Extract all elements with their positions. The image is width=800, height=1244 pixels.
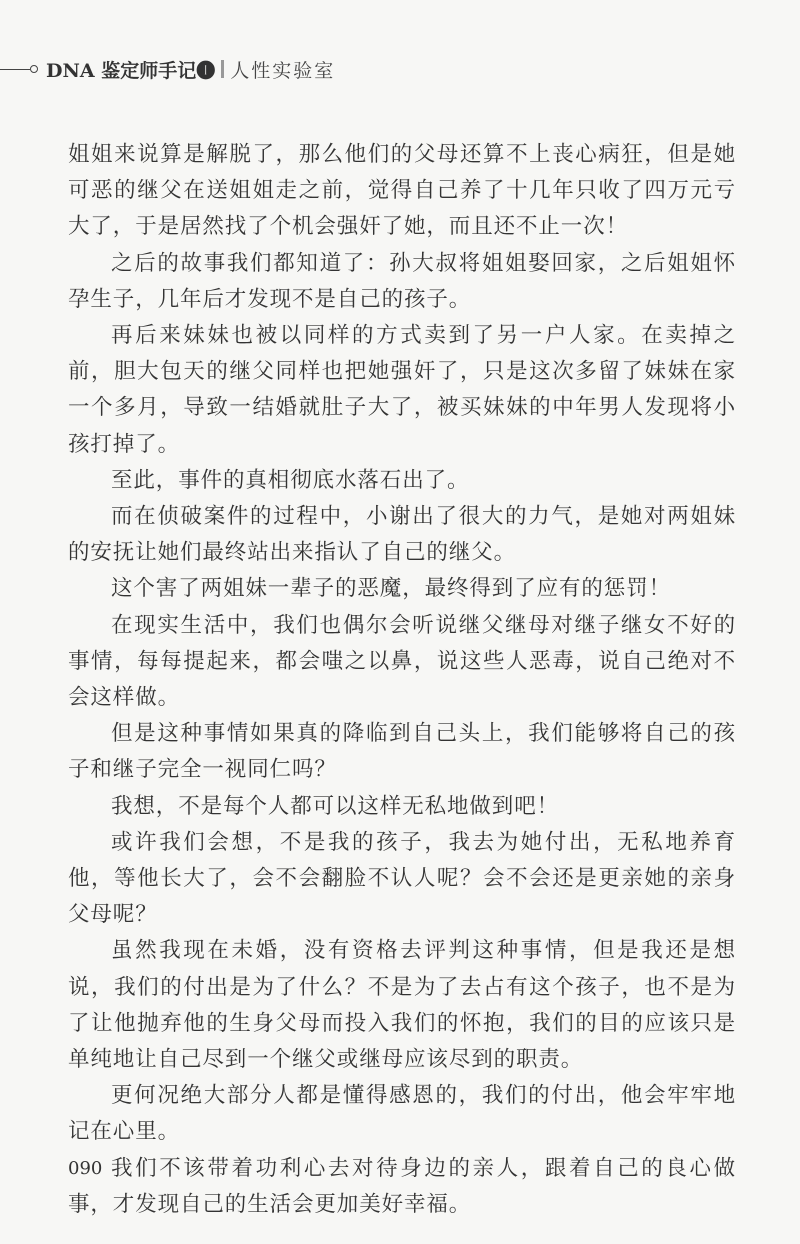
paragraph: 我们不该带着功利心去对待身边的亲人，跟着自己的良心做事，才发现自己的生活会更加美好幸福。 — [68, 1155, 736, 1217]
paragraph: 再后来妹妹也被以同样的方式卖到了另一户人家。在卖掉之前，胆大包天的继父同样也把她强奸了，只是这次多留了妹妹在家一个多月，导致一结婚就肚子大了，被买妹妹的中年男人发现将小孩打掉了。 — [68, 323, 736, 457]
paragraph: 而在侦破案件的过程中，小谢出了很大的力气，是她对两姐妹的安抚让她们最终站出来指认了自己的继父。 — [68, 504, 736, 566]
book-title: DNA 鉴定师手记❶ — [46, 59, 216, 82]
paragraph: 或许我们会想，不是我的孩子，我去为她付出，无私地养育他，等他长大了，会不会翻脸不认人呢？会不会还是更亲她的亲身父母呢？ — [68, 829, 736, 928]
paragraph: 虽然我现在未婚，没有资格去评判这种事情，但是我还是想说，我们的付出是为了什么？不是为了去占有这个孩子，也不是为了让他抛弃他的生身父母而投入我们的怀抱，我们的目的应该只是单纯地让自己尽到一个继父或继母应该尽到的职责。 — [68, 938, 736, 1073]
paragraph: 但是这种事情如果真的降临到自己头上，我们能够将自己的孩子和继子完全一视同仁吗？ — [68, 721, 736, 783]
section-title: 人性实验室 — [230, 59, 336, 82]
paragraph: 更何况绝大部分人都是懂得感恩的，我们的付出，他会牢牢地记在心里。 — [68, 1083, 736, 1145]
page-number: 090 — [68, 1158, 103, 1179]
paragraph: 我想，不是每个人都可以这样无私地做到吧！ — [111, 793, 560, 819]
paragraph: 姐姐来说算是解脱了，那么他们的父母还算不上丧心病狂，但是她可恶的继父在送姐姐走之前，觉得自己养了十几年只收了四万元亏大了，于是居然找了个机会强奸了她，而且还不止一次！ — [68, 142, 736, 240]
paragraph: 这个害了两姐妹一辈子的恶魔，最终得到了应有的惩罚！ — [111, 576, 672, 602]
paragraph: 在现实生活中，我们也偶尔会听说继父继母对继子继女不好的事情，每每提起来，都会嗤之以鼻，说这些人恶毒，说自己绝对不会这样做。 — [68, 612, 736, 711]
header-circle-ornament — [30, 65, 38, 73]
paragraph: 之后的故事我们都知道了：孙大叔将姐姐娶回家，之后姐姐怀孕生子，几年后才发现不是自己的孩子。 — [68, 250, 736, 312]
running-header — [0, 55, 335, 83]
header-separator — [221, 60, 224, 78]
page-body — [68, 137, 736, 1223]
header-rule — [0, 69, 30, 70]
paragraph: 至此，事件的真相彻底水落石出了。 — [111, 467, 470, 493]
